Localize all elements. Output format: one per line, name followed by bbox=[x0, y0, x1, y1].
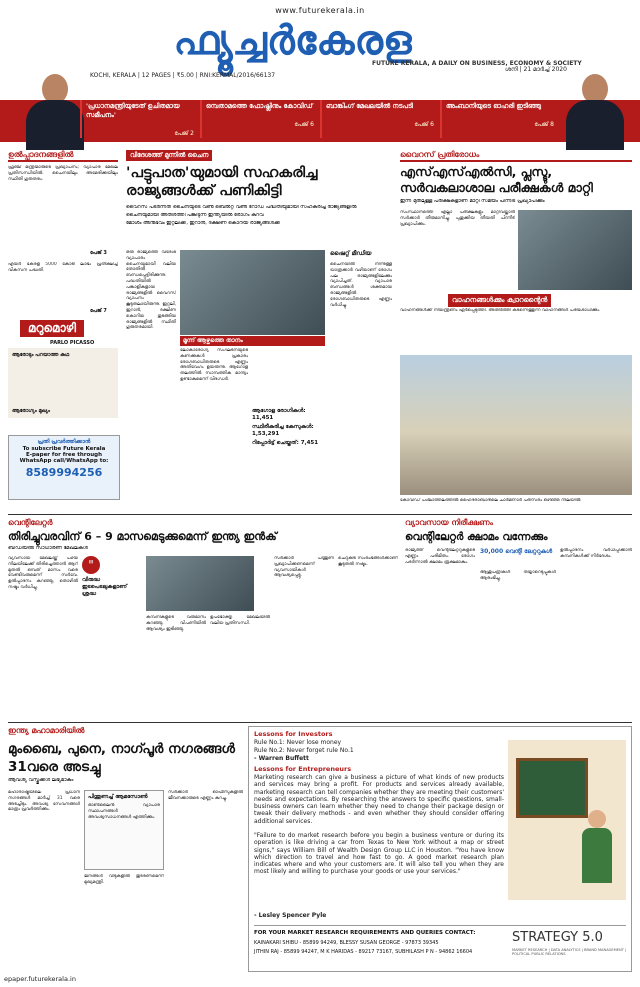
stat-confirmed: സ്ഥിരീകരിച്ച കേസുകൾ: 1,53,291 bbox=[252, 424, 314, 437]
lead-col-1: ഒരു രാജ്യത്തെ വിദേശ വ്യാപാരം ചൈനയുമായി വലിയ തോതിൽ ബന്ധപ്പെട്ടിരിക്കുന്നു. പദ്ധതിയിൽ പങ്കാളികളായ രാജ്യങ്ങളിൽ വൈറസ് വ്യാപനം കൂടുതലായിരുന്നു. ഇറ്റലി, ഇറാൻ, ദക്ഷിണ കൊറിയ തുടങ്ങിയ രാജ്യങ്ങളിൽ സ്ഥിതി ഗുരുതരമായി. bbox=[126, 250, 176, 331]
middle-kicker: വെന്റിലേറ്റർ bbox=[8, 518, 53, 527]
ad-quote: "Failure to do market research before you begin a business venture or during its operation is like driving a car from Texas to New York without a map or street signs," says William Bill of Wealth Design Group LLC in Houston. "You have know which direction to travel and how fast to go. A good market research plan indicates where and who your customers are. It will also tell you when they are most likely and willing to purchase your goods or use your services." bbox=[254, 832, 504, 876]
cartoon-artist: PARLO PICASSO bbox=[50, 340, 95, 346]
middle-quote: വിരുദ്ധ ഇടപെടലുകളാണ് ശ്രദ്ധ bbox=[82, 577, 127, 597]
lead-byline: ഷൈറ്റ് മീഡിയ bbox=[330, 250, 372, 257]
right-headline[interactable]: എസ്എസ്എൽസി, പ്ലസ്ടു, സർവകലാശാല പരീക്ഷകൾ മാറ്റി bbox=[400, 164, 593, 195]
divider bbox=[254, 925, 626, 926]
lead-col-2a: ലോകാരോഗ്യ സംഘടനയുടെ കണക്കുകൾ പ്രകാരം രോഗബാധിതരുടെ എണ്ണം അതിവേഗം ഉയരുന്നു. ആഗോള തലത്തിൽ സാമ്പത്തിക മാന്ദ്യം ഉണ്ടാകുമെന്ന് വിദഗ്ധർ. bbox=[180, 348, 248, 382]
masthead-title: ഫ്യൂച്ചർകേരള bbox=[173, 17, 412, 64]
subscribe-box bbox=[8, 435, 120, 500]
ventilator-kicker: വ്യാവസായ നിരീക്ഷണം bbox=[405, 518, 494, 527]
photo-caption: കോവിഡ് പശ്ചാത്തലത്തിൽ ഹൈദരാബാദിലെ ചാർമിനാർ പരിസരം ഒഴിഞ്ഞ നിലയിൽ bbox=[400, 498, 581, 503]
ventilator-col-1: രാജ്യത്ത് വെന്റിലേറ്ററുകളുടെ എണ്ണം പരിമിതം. രോഗം പടർന്നാൽ ക്ഷാമം രൂക്ഷമാകും. bbox=[405, 548, 475, 565]
right-col-2: വാഹനങ്ങൾക്ക് നിയന്ത്രണം ഏർപ്പെടുത്തി. അതിർത്തി കടന്നെത്തുന്ന വാഹനങ്ങൾ പരിശോധിക്കും. bbox=[400, 308, 601, 313]
ad-tagline: MARKET RESEARCH | DATA ANALYTICS | BRAND MANAGEMENT | POLITICAL PUBLIC RELATIONS bbox=[512, 948, 627, 956]
subscribe-phone[interactable]: 8589994256 bbox=[25, 466, 103, 479]
lead-bullet-3: മോശം അനുഭവം ഇറ്റലിക്ക്, ഇറാൻ, ദക്ഷിണ കൊറിയ രാജ്യങ്ങൾക്ക് bbox=[126, 220, 281, 226]
teaser-1[interactable]: 'പ്രധാനമന്ത്രിയുടേത് ഉചിതമായ സമീപനം' പേജ് 2 bbox=[80, 100, 198, 138]
ad-rule-2: Rule No.2: Never forget rule No.1 bbox=[254, 747, 354, 754]
subscribe-line-3: WhatsApp call/WhatsApp to: bbox=[19, 458, 109, 464]
teaser-3[interactable]: ബാങ്കിംഗ് മേഖലയിൽ നടപടി പേജ് 6 bbox=[320, 100, 438, 138]
middle-headline[interactable]: തിരിച്ചുവരവിന് 6 – 9 മാസമെടുക്കുമെന്ന് ഇന്ത്യ ഇൻക് bbox=[8, 530, 277, 543]
bottom-col-2: ജനങ്ങൾ വീടുകളിൽ തുടരണമെന്ന് മുഖ്യമന്ത്രി. bbox=[84, 874, 164, 885]
ad-heading-1: Lessons for Investors bbox=[254, 730, 333, 738]
cartoon-section-title: മറുമൊഴി bbox=[20, 320, 84, 337]
middle-col-2: കമ്പനികളുടെ വരുമാനം കുറഞ്ഞു. വിപണിയിൽ ആവശ്യം ഇടിഞ്ഞു. bbox=[146, 615, 206, 632]
divider bbox=[8, 514, 632, 515]
ad-body: Marketing research can give a business a picture of what kinds of new products and services may bring a profit. For products and services already available, marketing research can tell companies whether they are meeting their customers' needs and expectations. By researching the answers to specific questions, small-business owners can learn whether they need to change their package design or tweak their delivery methods - and even whether they should consider offering additional services. bbox=[254, 774, 504, 825]
divider bbox=[8, 160, 118, 162]
ventilator-headline[interactable]: വെന്റിലേറ്റർ ക്ഷാമം വന്നേക്കും bbox=[405, 531, 548, 543]
right-intro: ഇന്ന് മുതലുള്ള പരീക്ഷകളാണ് മാറ്റി സമയം പിന്നീട് പ്രഖ്യാപിക്കും bbox=[400, 199, 545, 204]
site-url: www.futurekerala.in bbox=[275, 6, 365, 15]
lead-col-3: ചൈനയിൽ നിന്നുള്ള യാത്രക്കാർ വഴിയാണ് രോഗം പല രാജ്യങ്ങളിലേക്കും വ്യാപിച്ചത്. വ്യാപാര ബന്ധങ്ങൾ ശക്തമായ രാജ്യങ്ങളിൽ രോഗബാധിതരുടെ എണ്ണം വർധിച്ചു. bbox=[330, 262, 392, 308]
ad-rule-1: Rule No.1: Never lose money bbox=[254, 739, 342, 746]
ad-author-2: - Lesley Spencer Pyle bbox=[254, 912, 327, 919]
right-col-1: സംസ്ഥാനത്തെ എല്ലാ പരീക്ഷകളും മാറ്റിവയ്ക്കാൻ സർക്കാർ തീരുമാനിച്ചു. പുതുക്കിയ തീയതി പിന്നീട് പ്രഖ്യാപിക്കും. bbox=[400, 210, 515, 227]
bottom-headline[interactable]: മുംബൈ, പുനെ, നാഗ്പൂർ നഗരങ്ങൾ 31വരെ അടച്ചു bbox=[8, 741, 235, 775]
divider bbox=[8, 722, 632, 723]
charminar-photo bbox=[400, 355, 632, 495]
edition-line: KOCHI, KERALA | 12 PAGES | ₹5.00 | RNI:KERMAL/2016/66137 bbox=[90, 72, 276, 79]
factory-photo bbox=[146, 556, 254, 611]
masthead-subtitle: FUTURE KERALA, A DAILY ON BUSINESS, ECONOMY & SOCIETY bbox=[372, 60, 582, 67]
ad-heading-2: Lessons for Entrepreneurs bbox=[254, 765, 352, 773]
lead-kicker: വിദേശത്ത് മുന്നിൽ ചൈന bbox=[126, 150, 212, 161]
quote-block: " വിരുദ്ധ ഇടപെടലുകളാണ് ശ്രദ്ധ bbox=[82, 556, 142, 706]
lead-subhead: മൂന്ന് ആഴ്ചത്തെ താനം bbox=[180, 336, 325, 346]
lead-photo bbox=[180, 250, 325, 335]
middle-col-3: ഉപഭോക്തൃ മേഖലയിൽ വലിയ പ്രതിസന്ധി. bbox=[210, 615, 270, 626]
left-section-title: ഉൽപ്പാദനങ്ങളിൽ bbox=[8, 150, 74, 159]
left-body-1: ഫ്രഞ്ച് മന്ത്രിമാരുടെ പ്രഖ്യാപനം; വ്യാപാര മേഖല പ്രതിസന്ധിയിൽ. ചൈനയിലും അമേരിക്കയിലും സ്ഥിതി ഗുരുതരം. bbox=[8, 165, 118, 182]
subscribe-line-2: E-paper for free through bbox=[25, 452, 103, 458]
lead-bullets bbox=[126, 205, 391, 226]
exam-photo bbox=[518, 210, 632, 290]
ad-illustration bbox=[508, 740, 626, 900]
left-body-2: എയർ കേരള 5000 കോടി ലാഭം പ്രതീക്ഷിച്ച് വികസന പദ്ധതി. bbox=[8, 262, 118, 273]
left-page-ref-1[interactable]: പേജ് 3 bbox=[90, 250, 107, 256]
ventilator-col-3: ഉൽപ്പാദനം വർധിപ്പിക്കാൻ കമ്പനികൾക്ക് നിർദേശം. bbox=[560, 548, 632, 559]
person-photo-right bbox=[560, 72, 630, 152]
bottom-box-title: പിന്തുണച്ച് ആമസോൺ bbox=[88, 794, 148, 800]
left-page-ref-2[interactable]: പേജ് 7 bbox=[90, 308, 107, 314]
lead-headline[interactable]: 'പട്ടുപാത'യുമായി സഹകരിച്ച രാജ്യങ്ങൾക്ക് പണികിട്ടി bbox=[126, 165, 318, 199]
middle-col-4: സർക്കാർ പിന്തുണ പ്രഖ്യാപിക്കണമെന്ന് വ്യവസായികൾ ആവശ്യപ്പെട്ടു. bbox=[274, 556, 334, 579]
ventilator-col-2: ആശുപത്രികൾ തയ്യാറെടുപ്പുകൾ ആരംഭിച്ചു. bbox=[480, 570, 556, 581]
bottom-col-3: സർക്കാർ ഓഫീസുകളിൽ ജീവനക്കാരുടെ എണ്ണം കുറച്ചു. bbox=[168, 790, 243, 801]
issue-date: ശനി | 21 മാർച്ച് 2020 bbox=[505, 66, 567, 73]
ad-contact-1: KAINAKARI SHIBU - 85899 94249, BLESSY SUSAN GEORGE - 97873 39345 bbox=[254, 940, 439, 946]
bottom-sub: ആവശ്യ വസ്തുക്കൾ ലഭ്യമാകും bbox=[8, 778, 74, 783]
right-callout: വാഹനങ്ങൾക്കും ക്വാറന്റൈൻ bbox=[448, 294, 551, 307]
subscribe-title: പ്രതി പ്രവർത്തിക്കാൻ bbox=[37, 439, 91, 445]
lead-stats bbox=[252, 408, 324, 447]
lead-bullet-1: വൈറസ് പടർന്നത് ചൈനയുടെ വൺ ബെൽറ്റ് വൺ റോഡ് പദ്ധതിയുമായി സഹകരിച്ച രാജ്യങ്ങളിൽ bbox=[126, 205, 357, 210]
bottom-kicker: ഇന്ത്യ മഹാമാരിയിൽ bbox=[8, 726, 85, 735]
ad-contact-heading: FOR YOUR MARKET RESEARCH REQUIREMENTS AND QUERIES CONTACT: bbox=[254, 930, 476, 936]
teaser-4[interactable]: അംബാനിയുടെ ഓഹരി ഇടിഞ്ഞു പേജ് 8 bbox=[440, 100, 558, 138]
ad-contact-2: JITHIN RAJ - 85899 94247, M K HARIDAS - 89217 73167, SUBHILASH P N - 94862 16604 bbox=[254, 949, 473, 955]
lead-bullet-2: ചൈനയുമായി അതിർത്തി പങ്കിടുന്ന ഇന്ത്യയിൽ രോഗം കുറവ് bbox=[126, 212, 264, 218]
middle-col-1: വ്യവസായ മേഖലയ്ക്ക് പഴയ നിലയിലേക്ക് തിരിച്ചെത്താൻ ആറ് മുതൽ ഒമ്പത് മാസം വരെ വേണ്ടിവരുമെന്ന് സർവേ. ഉൽപ്പാദനം കുറഞ്ഞു, തൊഴിൽ നഷ്ടം വർധിച്ചു. bbox=[8, 556, 78, 590]
middle-sub: ബിഡിയിൽ സാധാരണ മേഖലകൾ bbox=[8, 546, 88, 551]
ad-brand: STRATEGY 5.0 bbox=[512, 930, 603, 945]
ad-author-1: - Warren Buffett bbox=[254, 755, 309, 762]
stat-global-cases: ആഗോള രോഗികൾ: 11,451 bbox=[252, 408, 306, 421]
bottom-col-1: മഹാരാഷ്ട്രയിലെ പ്രധാന നഗരങ്ങൾ മാർച്ച് 31 വരെ അടച്ചിടും. അവശ്യ സേവനങ്ങൾ മാത്രം പ്രവർത്തിക്കും. bbox=[8, 790, 80, 813]
ventilator-stat: 30,000 വെന്റി ലേറ്ററുകൾ bbox=[480, 548, 553, 555]
subscribe-line-1: To subscribe Future Kerala bbox=[22, 446, 106, 452]
right-kicker: വൈറസ് പ്രതിരോധം bbox=[400, 150, 480, 159]
bottom-box: പിന്തുണച്ച് ആമസോൺ ഓൺലൈൻ വ്യാപാര സ്ഥാപനങ്ങൾ അവശ്യസാധനങ്ങൾ എത്തിക്കും. bbox=[84, 790, 164, 870]
divider bbox=[400, 160, 632, 162]
cartoon-line-2: ആരോഗ്യം മുഖ്യം bbox=[12, 408, 50, 414]
cartoon-line-1: ആരോടും പറയാത്ത കഥ bbox=[12, 352, 70, 358]
teaser-2[interactable]: ഒമ്പതാമത്തെ ഫോഷ്ലിനും കോവിഡ് പേജ് 6 bbox=[200, 100, 318, 138]
middle-col-5: ചെറുകിട സംരംഭങ്ങൾക്കാണ് കൂടുതൽ നഷ്ടം. bbox=[338, 556, 398, 567]
stat-reported: റിപ്പോർട്ട് ചെയ്തത്: 7,451 bbox=[252, 440, 319, 446]
footer-url[interactable]: epaper.futurekerala.in bbox=[4, 975, 76, 983]
